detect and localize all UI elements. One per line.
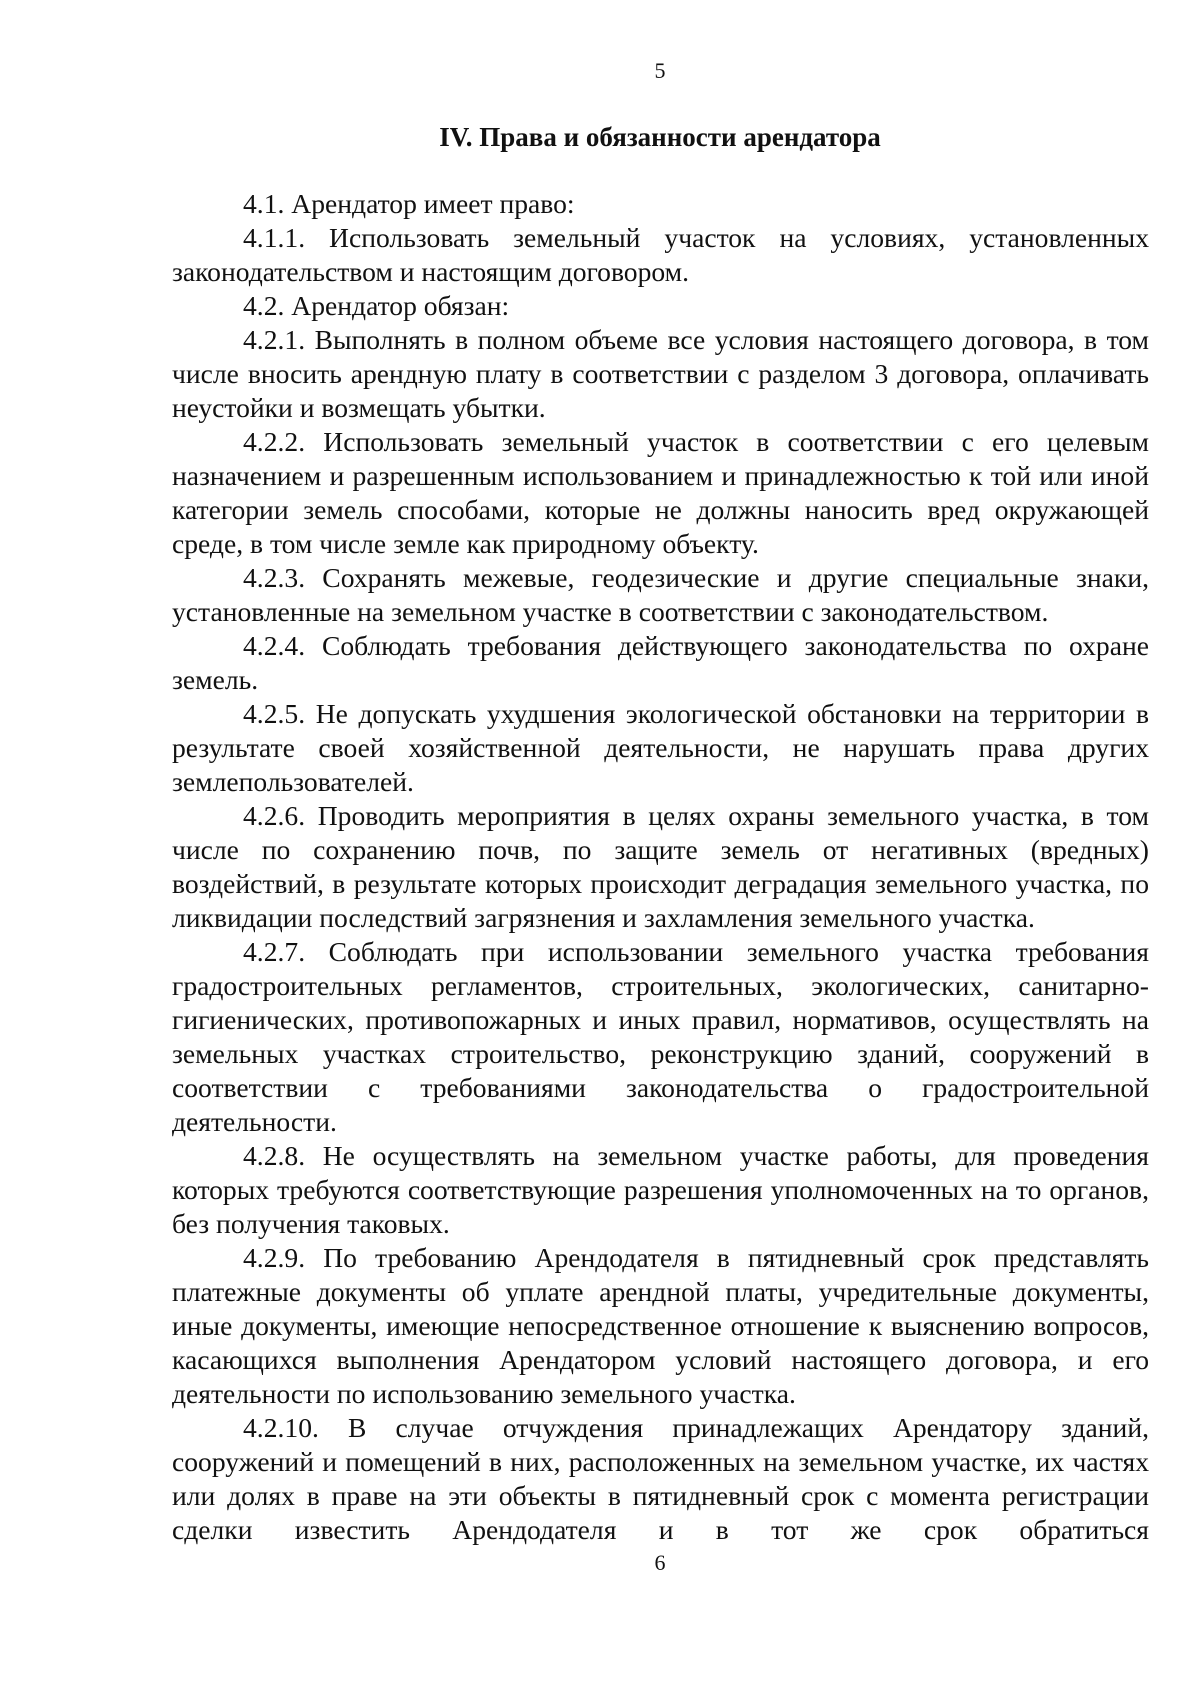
paragraph-4-2-5: 4.2.5. Не допускать ухудшения экологической обстановки на территории в результате своей хозяйственной деятельности, не нарушать права других землепользователей. xyxy=(172,698,1149,797)
paragraph-4-2-6: 4.2.6. Проводить мероприятия в целях охраны земельного участка, в том числе по сохранению почв, по защите земель от негативных (вредных) воздействий, в результате которых происходит деградация земельного участка, по ликвидации последствий загрязнения и захламления земельного участка. xyxy=(172,800,1149,933)
page-number-top: 5 xyxy=(654,58,666,83)
paragraph-4-2-8: 4.2.8. Не осуществлять на земельном участке работы, для проведения которых требуются соответствующие разрешения уполномоченных на то органов, без получения таковых. xyxy=(172,1140,1149,1239)
document-body xyxy=(172,187,1149,1547)
paragraph-4-2-4: 4.2.4. Соблюдать требования действующего законодательства по охране земель. xyxy=(172,630,1149,695)
paragraph-4-1-1: 4.1.1. Использовать земельный участок на условиях, установленных законодательством и настоящим договором. xyxy=(172,222,1149,287)
page-number-bottom: 6 xyxy=(654,1550,666,1575)
paragraph-4-2-1: 4.2.1. Выполнять в полном объеме все условия настоящего договора, в том числе вносить арендную плату в соответствии с разделом 3 договора, оплачивать неустойки и возмещать убытки. xyxy=(172,324,1149,423)
paragraph-4-2-3: 4.2.3. Сохранять межевые, геодезические и другие специальные знаки, установленные на земельном участке в соответствии с законодательством. xyxy=(172,562,1149,627)
paragraph-4-2-7: 4.2.7. Соблюдать при использовании земельного участка требования градостроительных регламентов, строительных, экологических, санитарно-гигиенических, противопожарных и иных правил, нормативов, осуществлять на земельных участках строительство, реконструкцию зданий, сооружений в соответствии с требованиями законодательства о градостроительной деятельности. xyxy=(172,936,1149,1137)
paragraph-4-2-9: 4.2.9. По требованию Арендодателя в пятидневный срок представлять платежные документы об уплате арендной платы, учредительные документы, иные документы, имеющие непосредственное отношение к выяснению вопросов, касающихся выполнения Арендатором условий настоящего договора, и его деятельности по использованию земельного участка. xyxy=(172,1242,1149,1409)
paragraph-4-2-10: 4.2.10. В случае отчуждения принадлежащих Арендатору зданий, сооружений и помещений в них, расположенных на земельном участке, их частях или долях в праве на эти объекты в пятидневный срок с момента регистрации сделки известить Арендодателя и в тот же срок обратиться xyxy=(172,1412,1149,1545)
paragraph-4-2-2: 4.2.2. Использовать земельный участок в соответствии с его целевым назначением и разрешенным использованием и принадлежностью к той или иной категории земель способами, которые не должны наносить вред окружающей среде, в том числе земле как природному объекту. xyxy=(172,426,1149,559)
paragraph-4-2: 4.2. Арендатор обязан: xyxy=(243,290,510,321)
section-title: IV. Права и обязанности арендатора xyxy=(439,122,881,152)
paragraph-4-1: 4.1. Арендатор имеет право: xyxy=(243,188,575,219)
